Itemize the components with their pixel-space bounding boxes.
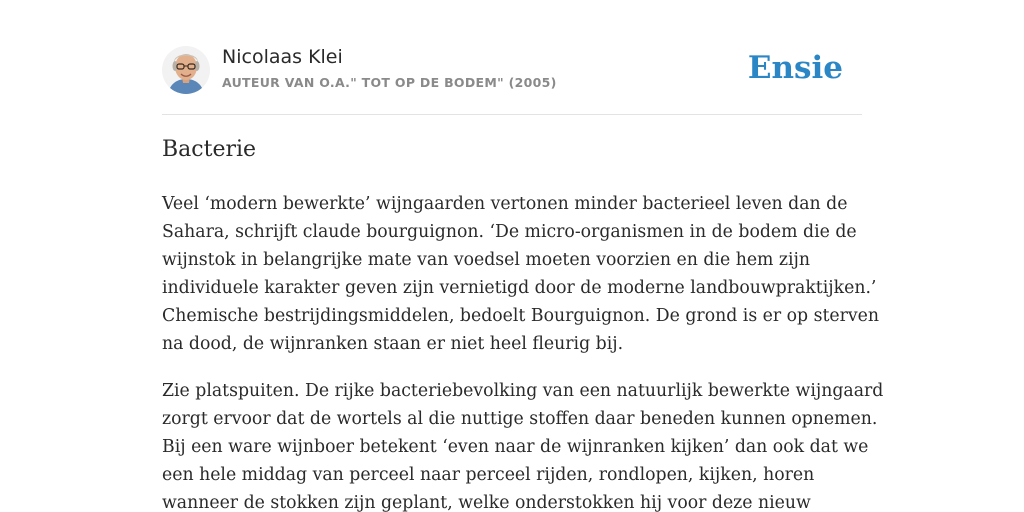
paragraph-line: Veel ‘modern bewerkte’ wijngaarden vertonen minder bacterieel leven dan de	[162, 194, 848, 214]
paragraph-line: zorgt ervoor dat de wortels al die nuttige stoffen daar beneden kunnen opnemen.	[162, 409, 878, 429]
article-title: Bacterie	[162, 137, 257, 162]
paragraph-line: Sahara, schrijft claude bourguignon. ‘De micro-organismen in de bodem die de	[162, 222, 857, 242]
author-portrait-image	[162, 46, 210, 94]
paragraph-line: Chemische bestrijdingsmiddelen, bedoelt Bourguignon. De grond is er op sterven	[162, 306, 880, 326]
author-avatar[interactable]	[162, 46, 210, 94]
paragraph-line: wanneer de stokken zijn geplant, welke onderstokken hij voor deze nieuw	[162, 493, 811, 512]
paragraph	[162, 377, 884, 512]
author-subtitle: AUTEUR VAN O.A." TOT OP DE BODEM" (2005)	[222, 75, 557, 90]
paragraph-line: Bij een ware wijnboer betekent ‘even naar de wijnranken kijken’ dan ook dat we	[162, 437, 869, 457]
article-body	[162, 190, 884, 512]
author-name[interactable]: Nicolaas Klei	[222, 46, 343, 68]
paragraph-line: na dood, de wijnranken staan er niet heel fleurig bij.	[162, 334, 624, 354]
author-header	[162, 44, 862, 115]
paragraph	[162, 190, 880, 358]
paragraph-line: individuele karakter geven zijn vernietigd door de moderne landbouwpraktijken.’	[162, 278, 877, 298]
paragraph-line: wijnstok in belangrijke mate van voedsel moeten voorzien en die hem zijn	[162, 250, 811, 270]
ensie-logo[interactable]: Ensie	[747, 50, 843, 86]
paragraph-line: een hele middag van perceel naar perceel rijden, rondlopen, kijken, horen	[162, 465, 815, 485]
paragraph-line: Zie platspuiten. De rijke bacteriebevolking van een natuurlijk bewerkte wijngaard	[162, 381, 884, 401]
